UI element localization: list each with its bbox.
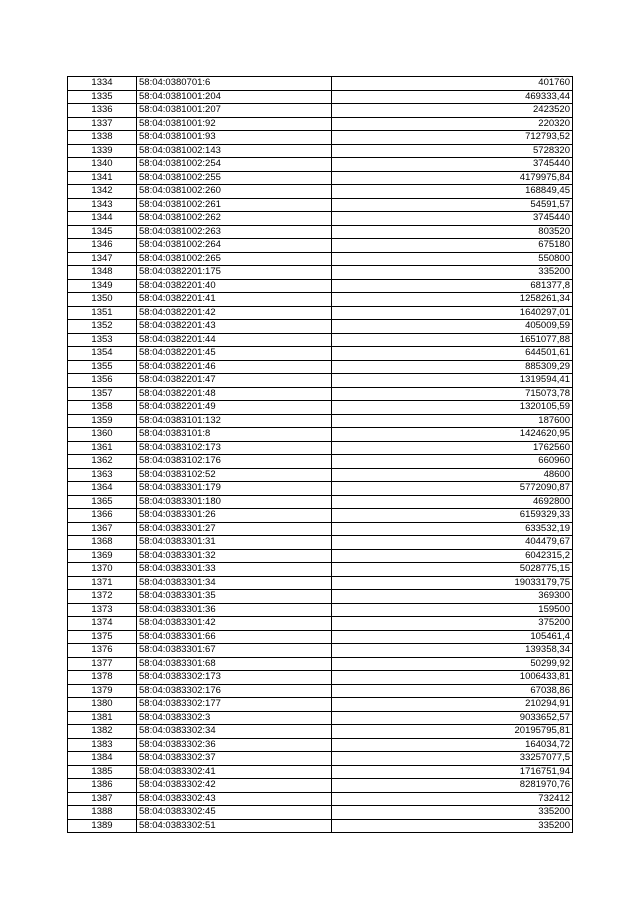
table-row [68, 441, 573, 455]
value-cell: 54591,57 [332, 198, 573, 212]
cadastral-number-cell: 58:04:0383301:68 [137, 657, 332, 671]
table-row [68, 333, 573, 347]
value-cell: 50299,92 [332, 657, 573, 671]
value-cell: 1319594,41 [332, 374, 573, 388]
table-row [68, 374, 573, 388]
cadastral-number-cell: 58:04:0383302:3 [137, 711, 332, 725]
value-cell: 1640297,01 [332, 306, 573, 320]
row-number-cell: 1373 [68, 603, 137, 617]
row-number-cell: 1340 [68, 158, 137, 172]
row-number-cell: 1388 [68, 806, 137, 820]
cadastral-number-cell: 58:04:0383301:27 [137, 522, 332, 536]
row-number-cell: 1361 [68, 441, 137, 455]
cadastral-number-cell: 58:04:0383301:67 [137, 644, 332, 658]
value-cell: 19033179,75 [332, 576, 573, 590]
table-row [68, 90, 573, 104]
row-number-cell: 1370 [68, 563, 137, 577]
table-row [68, 414, 573, 428]
value-cell: 660960 [332, 455, 573, 469]
cadastral-number-cell: 58:04:0383302:173 [137, 671, 332, 685]
cadastral-number-cell: 58:04:0383302:177 [137, 698, 332, 712]
cadastral-number-cell: 58:04:0381002:255 [137, 171, 332, 185]
value-cell: 681377,8 [332, 279, 573, 293]
table-row [68, 617, 573, 631]
row-number-cell: 1346 [68, 239, 137, 253]
row-number-cell: 1359 [68, 414, 137, 428]
table-row [68, 198, 573, 212]
value-cell: 732412 [332, 792, 573, 806]
table-row [68, 279, 573, 293]
row-number-cell: 1363 [68, 468, 137, 482]
cadastral-number-cell: 58:04:0383102:173 [137, 441, 332, 455]
cadastral-number-cell: 58:04:0382201:42 [137, 306, 332, 320]
row-number-cell: 1387 [68, 792, 137, 806]
value-cell: 3745440 [332, 158, 573, 172]
row-number-cell: 1377 [68, 657, 137, 671]
row-number-cell: 1352 [68, 320, 137, 334]
row-number-cell: 1380 [68, 698, 137, 712]
cadastral-number-cell: 58:04:0383302:34 [137, 725, 332, 739]
table-row [68, 347, 573, 361]
cadastral-number-cell: 58:04:0383301:34 [137, 576, 332, 590]
table-row [68, 468, 573, 482]
value-cell: 1424620,95 [332, 428, 573, 442]
value-cell: 633532,19 [332, 522, 573, 536]
table-row [68, 576, 573, 590]
row-number-cell: 1338 [68, 131, 137, 145]
row-number-cell: 1343 [68, 198, 137, 212]
table-row [68, 185, 573, 199]
row-number-cell: 1351 [68, 306, 137, 320]
cadastral-number-cell: 58:04:0382201:49 [137, 401, 332, 415]
value-cell: 220320 [332, 117, 573, 131]
cadastral-number-cell: 58:04:0382201:47 [137, 374, 332, 388]
value-cell: 5728320 [332, 144, 573, 158]
table-row [68, 779, 573, 793]
table-row [68, 239, 573, 253]
value-cell: 6042315,2 [332, 549, 573, 563]
row-number-cell: 1371 [68, 576, 137, 590]
row-number-cell: 1372 [68, 590, 137, 604]
value-cell: 8281970,76 [332, 779, 573, 793]
row-number-cell: 1345 [68, 225, 137, 239]
row-number-cell: 1367 [68, 522, 137, 536]
cadastral-number-cell: 58:04:0383302:41 [137, 765, 332, 779]
row-number-cell: 1349 [68, 279, 137, 293]
row-number-cell: 1360 [68, 428, 137, 442]
value-cell: 404479,67 [332, 536, 573, 550]
table-row [68, 563, 573, 577]
cadastral-number-cell: 58:04:0381002:262 [137, 212, 332, 226]
table-row [68, 765, 573, 779]
table-row [68, 171, 573, 185]
row-number-cell: 1378 [68, 671, 137, 685]
value-cell: 375200 [332, 617, 573, 631]
value-cell: 33257077,5 [332, 752, 573, 766]
table-row [68, 819, 573, 833]
table-row [68, 293, 573, 307]
table-row [68, 77, 573, 91]
value-cell: 715073,78 [332, 387, 573, 401]
table-row [68, 428, 573, 442]
value-cell: 1651077,88 [332, 333, 573, 347]
row-number-cell: 1357 [68, 387, 137, 401]
row-number-cell: 1355 [68, 360, 137, 374]
row-number-cell: 1339 [68, 144, 137, 158]
table-body [68, 77, 573, 833]
cadastral-number-cell: 58:04:0383301:179 [137, 482, 332, 496]
value-cell: 405009,59 [332, 320, 573, 334]
row-number-cell: 1362 [68, 455, 137, 469]
cadastral-number-cell: 58:04:0383301:180 [137, 495, 332, 509]
table-row [68, 266, 573, 280]
value-cell: 675180 [332, 239, 573, 253]
table-row [68, 630, 573, 644]
row-number-cell: 1356 [68, 374, 137, 388]
row-number-cell: 1379 [68, 684, 137, 698]
table-row [68, 360, 573, 374]
cadastral-number-cell: 58:04:0383102:176 [137, 455, 332, 469]
cadastral-number-cell: 58:04:0383301:31 [137, 536, 332, 550]
value-cell: 1258261,34 [332, 293, 573, 307]
value-cell: 48600 [332, 468, 573, 482]
value-cell: 885309,29 [332, 360, 573, 374]
row-number-cell: 1383 [68, 738, 137, 752]
value-cell: 644501,61 [332, 347, 573, 361]
row-number-cell: 1382 [68, 725, 137, 739]
cadastral-number-cell: 58:04:0382201:45 [137, 347, 332, 361]
value-cell: 369300 [332, 590, 573, 604]
cadastral-number-cell: 58:04:0383301:36 [137, 603, 332, 617]
value-cell: 187600 [332, 414, 573, 428]
row-number-cell: 1358 [68, 401, 137, 415]
value-cell: 1716751,94 [332, 765, 573, 779]
cadastral-number-cell: 58:04:0383302:176 [137, 684, 332, 698]
cadastral-number-cell: 58:04:0382201:41 [137, 293, 332, 307]
row-number-cell: 1350 [68, 293, 137, 307]
row-number-cell: 1376 [68, 644, 137, 658]
table-row [68, 212, 573, 226]
table-row [68, 522, 573, 536]
cadastral-number-cell: 58:04:0382201:40 [137, 279, 332, 293]
table-row [68, 509, 573, 523]
row-number-cell: 1389 [68, 819, 137, 833]
cadastral-number-cell: 58:04:0383302:37 [137, 752, 332, 766]
value-cell: 159500 [332, 603, 573, 617]
row-number-cell: 1381 [68, 711, 137, 725]
table-row [68, 657, 573, 671]
table-row [68, 482, 573, 496]
cadastral-number-cell: 58:04:0383302:45 [137, 806, 332, 820]
row-number-cell: 1386 [68, 779, 137, 793]
cadastral-number-cell: 58:04:0381002:260 [137, 185, 332, 199]
table-row [68, 387, 573, 401]
row-number-cell: 1384 [68, 752, 137, 766]
row-number-cell: 1364 [68, 482, 137, 496]
row-number-cell: 1354 [68, 347, 137, 361]
table-row [68, 725, 573, 739]
value-cell: 1006433,81 [332, 671, 573, 685]
row-number-cell: 1347 [68, 252, 137, 266]
row-number-cell: 1365 [68, 495, 137, 509]
cadastral-number-cell: 58:04:0383301:32 [137, 549, 332, 563]
table-row [68, 117, 573, 131]
cadastral-number-cell: 58:04:0381002:254 [137, 158, 332, 172]
cadastral-number-cell: 58:04:0381001:93 [137, 131, 332, 145]
row-number-cell: 1334 [68, 77, 137, 91]
value-cell: 4179975,84 [332, 171, 573, 185]
value-cell: 9033652,57 [332, 711, 573, 725]
table-row [68, 158, 573, 172]
value-cell: 6159329,33 [332, 509, 573, 523]
value-cell: 2423520 [332, 104, 573, 118]
cadastral-number-cell: 58:04:0383301:33 [137, 563, 332, 577]
table-row [68, 536, 573, 550]
cadastral-number-cell: 58:04:0381002:261 [137, 198, 332, 212]
row-number-cell: 1342 [68, 185, 137, 199]
table-row [68, 144, 573, 158]
value-cell: 164034,72 [332, 738, 573, 752]
table-row [68, 738, 573, 752]
table-row [68, 590, 573, 604]
data-table [67, 76, 573, 833]
value-cell: 1320105,59 [332, 401, 573, 415]
cadastral-number-cell: 58:04:0383302:36 [137, 738, 332, 752]
value-cell: 20195795,81 [332, 725, 573, 739]
table-row [68, 711, 573, 725]
value-cell: 803520 [332, 225, 573, 239]
value-cell: 3745440 [332, 212, 573, 226]
cadastral-number-cell: 58:04:0381001:204 [137, 90, 332, 104]
value-cell: 139358,34 [332, 644, 573, 658]
cadastral-number-cell: 58:04:0383302:42 [137, 779, 332, 793]
cadastral-number-cell: 58:04:0382201:48 [137, 387, 332, 401]
cadastral-number-cell: 58:04:0383101:132 [137, 414, 332, 428]
value-cell: 335200 [332, 266, 573, 280]
value-cell: 168849,45 [332, 185, 573, 199]
table-row [68, 549, 573, 563]
cadastral-number-cell: 58:04:0383301:42 [137, 617, 332, 631]
table-row [68, 252, 573, 266]
cadastral-number-cell: 58:04:0381002:263 [137, 225, 332, 239]
table-row [68, 104, 573, 118]
table-row [68, 684, 573, 698]
value-cell: 550800 [332, 252, 573, 266]
value-cell: 210294,91 [332, 698, 573, 712]
table-row [68, 671, 573, 685]
cadastral-number-cell: 58:04:0383301:35 [137, 590, 332, 604]
table-row [68, 455, 573, 469]
cadastral-number-cell: 58:04:0381001:92 [137, 117, 332, 131]
value-cell: 5028775,15 [332, 563, 573, 577]
cadastral-number-cell: 58:04:0381002:143 [137, 144, 332, 158]
table-row [68, 131, 573, 145]
table-row [68, 401, 573, 415]
row-number-cell: 1375 [68, 630, 137, 644]
cadastral-number-cell: 58:04:0382201:46 [137, 360, 332, 374]
table-row [68, 603, 573, 617]
row-number-cell: 1374 [68, 617, 137, 631]
cadastral-number-cell: 58:04:0382201:44 [137, 333, 332, 347]
table-row [68, 225, 573, 239]
cadastral-number-cell: 58:04:0383301:26 [137, 509, 332, 523]
value-cell: 335200 [332, 819, 573, 833]
cadastral-number-cell: 58:04:0382201:175 [137, 266, 332, 280]
row-number-cell: 1385 [68, 765, 137, 779]
cadastral-number-cell: 58:04:0383302:43 [137, 792, 332, 806]
value-cell: 712793,52 [332, 131, 573, 145]
row-number-cell: 1353 [68, 333, 137, 347]
cadastral-number-cell: 58:04:0381002:265 [137, 252, 332, 266]
row-number-cell: 1344 [68, 212, 137, 226]
cadastral-number-cell: 58:04:0381002:264 [137, 239, 332, 253]
cadastral-number-cell: 58:04:0382201:43 [137, 320, 332, 334]
row-number-cell: 1366 [68, 509, 137, 523]
table-row [68, 698, 573, 712]
value-cell: 4692800 [332, 495, 573, 509]
row-number-cell: 1335 [68, 90, 137, 104]
table-row [68, 792, 573, 806]
cadastral-number-cell: 58:04:0383101:8 [137, 428, 332, 442]
table-row [68, 806, 573, 820]
table-row [68, 320, 573, 334]
table-row [68, 495, 573, 509]
cadastral-number-cell: 58:04:0383102:52 [137, 468, 332, 482]
cadastral-number-cell: 58:04:0380701:6 [137, 77, 332, 91]
row-number-cell: 1341 [68, 171, 137, 185]
row-number-cell: 1368 [68, 536, 137, 550]
value-cell: 105461,4 [332, 630, 573, 644]
value-cell: 469333,44 [332, 90, 573, 104]
value-cell: 67038,86 [332, 684, 573, 698]
table-row [68, 306, 573, 320]
row-number-cell: 1348 [68, 266, 137, 280]
value-cell: 401760 [332, 77, 573, 91]
cadastral-number-cell: 58:04:0383302:51 [137, 819, 332, 833]
row-number-cell: 1337 [68, 117, 137, 131]
row-number-cell: 1336 [68, 104, 137, 118]
value-cell: 1762560 [332, 441, 573, 455]
table-row [68, 644, 573, 658]
cadastral-number-cell: 58:04:0383301:66 [137, 630, 332, 644]
cadastral-number-cell: 58:04:0381001:207 [137, 104, 332, 118]
row-number-cell: 1369 [68, 549, 137, 563]
value-cell: 335200 [332, 806, 573, 820]
value-cell: 5772090,87 [332, 482, 573, 496]
table-row [68, 752, 573, 766]
